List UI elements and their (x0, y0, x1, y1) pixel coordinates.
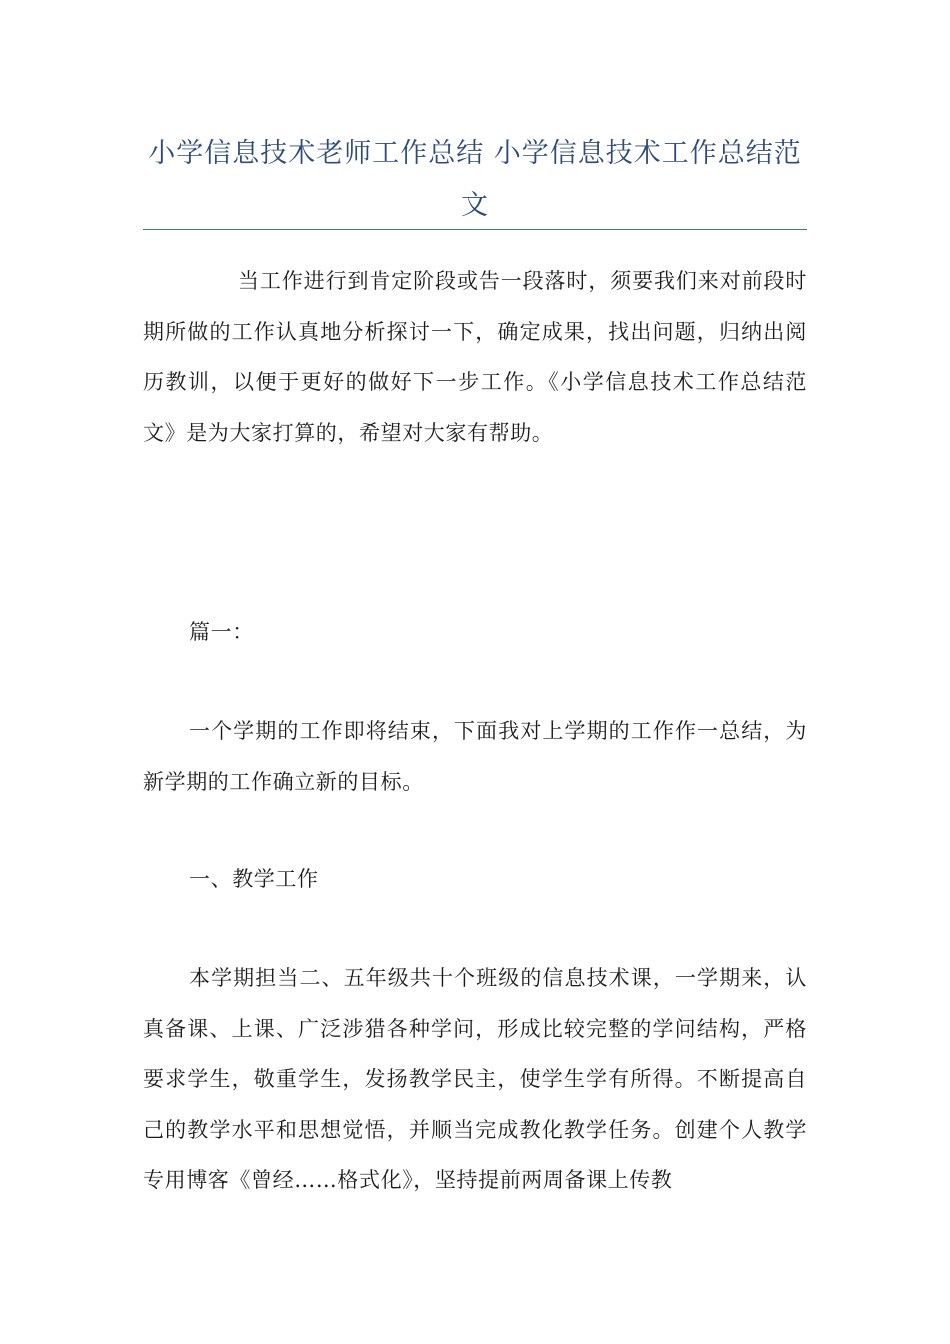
part-one-paragraph: 一个学期的工作即将结束，下面我对上学期的工作作一总结，为新学期的工作确立新的目标。 (143, 719, 807, 794)
intro-paragraph: 当工作进行到肯定阶段或告一段落时，须要我们来对前段时期所做的工作认真地分析探讨一下，确定成果，找出问题，归纳出阅历教训，以便于更好的做好下一步工作。《小学信息技术工作总结范文》是为大家打算的，希望对大家有帮助。 (143, 269, 807, 445)
section-one-heading: 一、教学工作 (189, 867, 319, 891)
part-one-heading: 篇一： (189, 620, 254, 644)
title-underline (143, 229, 807, 230)
document-title: 小学信息技术老师工作总结 小学信息技术工作总结范文 (148, 138, 802, 221)
section-one-paragraph: 本学期担当二、五年级共十个班级的信息技术课，一学期来，认真备课、上课、广泛涉猎各种学问，形成比较完整的学问结构，严格要求学生，敬重学生，发扬教学民主，使学生学有所得。不断提高自己的教学水平和思想觉悟，并顺当完成教化教学任务。创建个人教学专用博客《曾经……格式化》，坚持提前两周备课上传教 (143, 966, 807, 1192)
